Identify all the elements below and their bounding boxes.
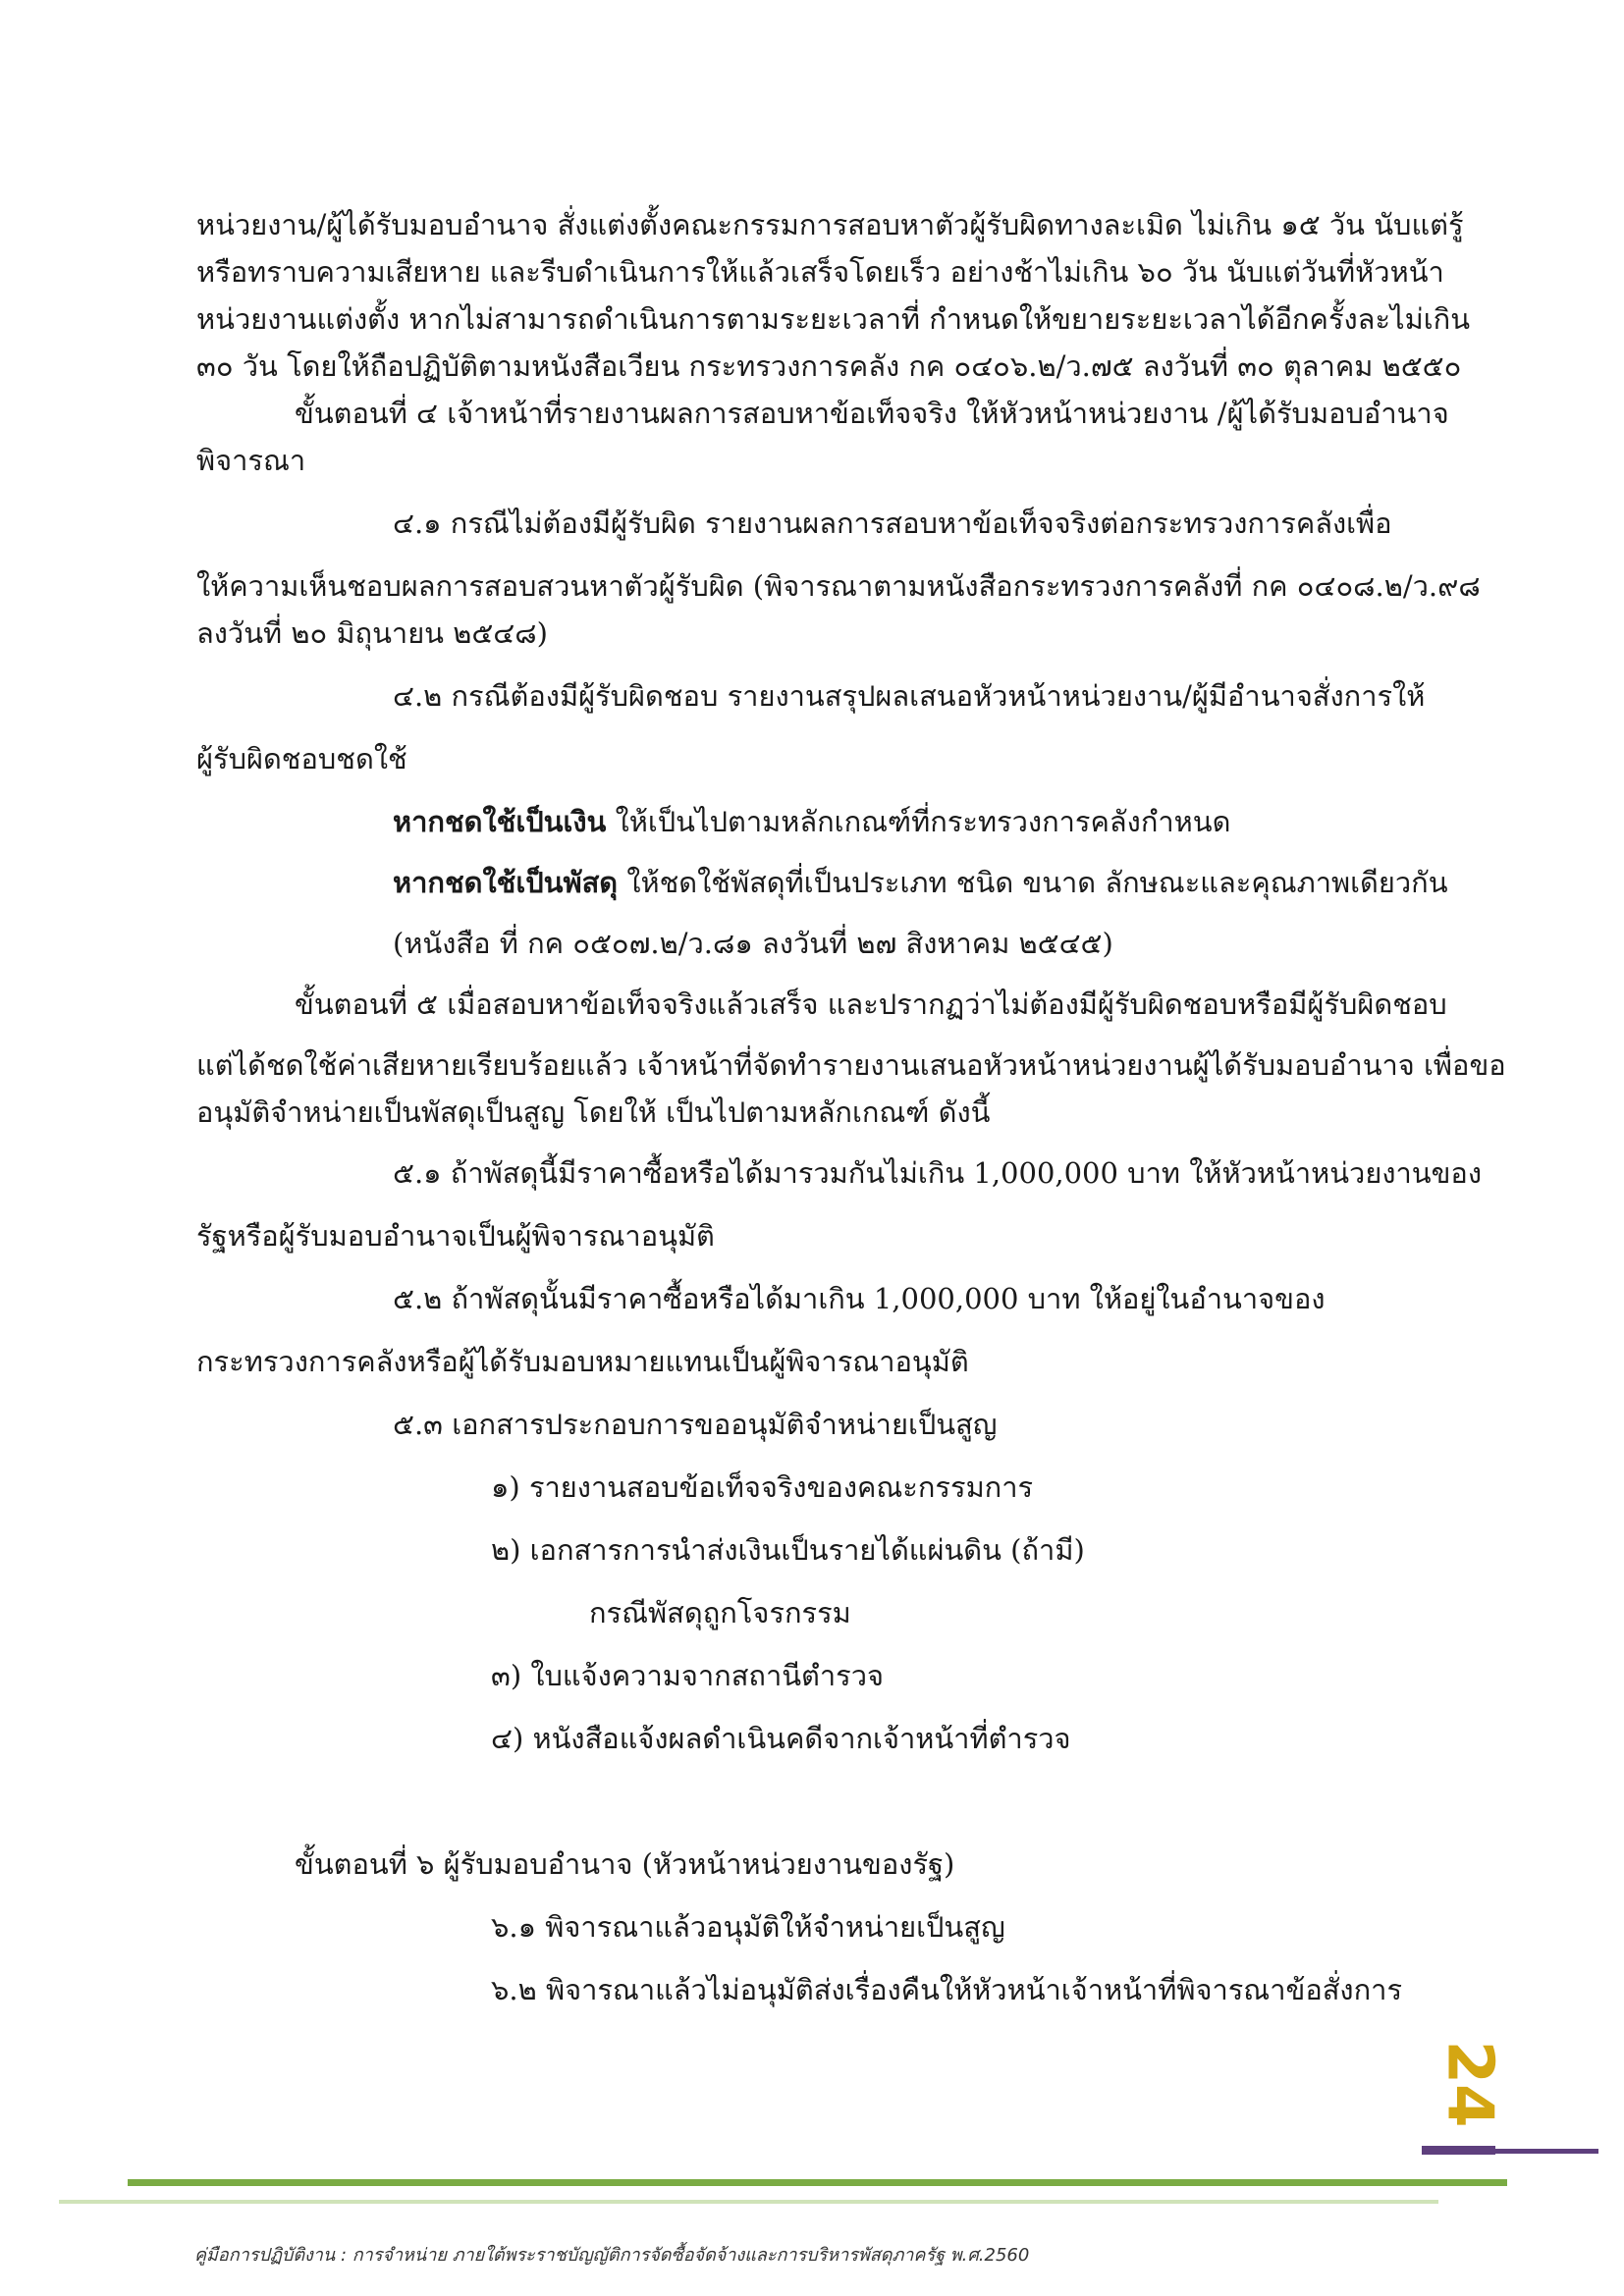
compensation-supply-label: หากชดใช้เป็นพัสดุ	[393, 866, 619, 899]
page-number	[1435, 2030, 1504, 2138]
paragraph-line: หรือทราบความเสียหาย และรีบดำเนินการให้แล้วเสร็จโดยเร็ว อย่างช้าไม่เกิน ๖๐ วัน นับแต่วันที่หัวหน้า	[196, 255, 1444, 289]
document-item: ๒) เอกสารการนำส่งเงินเป็นรายได้แผ่นดิน (ถ้ามี)	[491, 1533, 1085, 1567]
page-number-rule-accent	[1422, 2146, 1495, 2155]
step-5-line3: อนุมัติจำหน่ายเป็นพัสดุเป็นสูญ โดยให้ เป็นไปตามหลักเกณฑ์ ดังนี้	[196, 1095, 991, 1129]
compensation-supply	[196, 859, 1448, 906]
theft-heading: กรณีพัสดุถูกโจรกรรม	[589, 1596, 851, 1629]
footer-rule-light	[59, 2200, 1438, 2204]
item-5-3: ๕.๓ เอกสารประกอบการขออนุมัติจำหน่ายเป็นสูญ	[393, 1408, 998, 1441]
item-4-2-line2: ผู้รับผิดชอบชดใช้	[196, 742, 407, 775]
compensation-cash-label: หากชดใช้เป็นเงิน	[393, 805, 607, 838]
item-4-1-line3: ลงวันที่ ๒๐ มิถุนายน ๒๕๔๘)	[196, 616, 548, 650]
step-4-continued: พิจารณา	[196, 444, 306, 477]
compensation-supply-text: ให้ชดใช้พัสดุที่เป็นประเภท ชนิด ขนาด ลักษณะและคุณภาพเดียวกัน	[618, 866, 1448, 899]
document-item: ๓) ใบแจ้งความจากสถานีตำรวจ	[491, 1659, 885, 1692]
compensation-cash-text: ให้เป็นไปตามหลักเกณฑ์ที่กระทรวงการคลังกำหนด	[606, 805, 1231, 838]
item-5-2-line2: กระทรวงการคลังหรือผู้ได้รับมอบหมายแทนเป็นผู้พิจารณาอนุมัติ	[196, 1345, 969, 1378]
step-5-heading: ขั้นตอนที่ ๕ เมื่อสอบหาข้อเท็จจริงแล้วเสร็จ และปรากฏว่าไม่ต้องมีผู้รับผิดชอบหรือมีผู้รับผิดชอบ	[295, 988, 1447, 1021]
item-6-2: ๖.๒ พิจารณาแล้วไม่อนุมัติส่งเรื่องคืนให้หัวหน้าเจ้าหน้าที่พิจารณาข้อสั่งการ	[491, 1973, 1403, 2006]
document-item: ๔) หนังสือแจ้งผลดำเนินคดีจากเจ้าหน้าที่ตำรวจ	[491, 1722, 1071, 1755]
item-4-2: ๔.๒ กรณีต้องมีผู้รับผิดชอบ รายงานสรุปผลเสนอหัวหน้าหน่วยงาน/ผู้มีอำนาจสั่งการให้	[393, 679, 1426, 713]
compensation-cash	[196, 798, 1424, 845]
footer-text: คู่มือการปฏิบัติงาน : การจำหน่าย ภายใต้พระราชบัญญัติการจัดซื้อจัดจ้างและการบริหารพัสดุภาครัฐ พ.ศ.2560	[194, 2245, 1030, 2266]
document-body	[196, 201, 1506, 2013]
item-4-1-line2: ให้ความเห็นชอบผลการสอบสวนหาตัวผู้รับผิด (พิจารณาตามหนังสือกระทรวงการคลังที่ กค ๐๔๐๘.๒/ว.๙๘	[196, 569, 1481, 603]
reference-letter: (หนังสือ ที่ กค ๐๕๐๗.๒/ว.๘๑ ลงวันที่ ๒๗ สิงหาคม ๒๕๔๕)	[393, 927, 1113, 960]
document-item: ๑) รายงานสอบข้อเท็จจริงของคณะกรรมการ	[491, 1470, 1034, 1504]
paragraph-line: หน่วยงาน/ผู้ได้รับมอบอำนาจ สั่งแต่งตั้งคณะกรรมการสอบหาตัวผู้รับผิดทางละเมิด ไม่เกิน ๑๕ วัน นับแต่รู้	[196, 208, 1464, 241]
step-4-heading: ขั้นตอนที่ ๔ เจ้าหน้าที่รายงานผลการสอบหาข้อเท็จจริง ให้หัวหน้าหน่วยงาน /ผู้ได้รับมอบอำนาจ	[295, 397, 1449, 430]
page-number-text: 24	[1434, 2040, 1506, 2128]
footer-rule	[128, 2179, 1507, 2186]
item-5-2: ๕.๒ ถ้าพัสดุนั้นมีราคาซื้อหรือได้มาเกิน 1,000,000 บาท ให้อยู่ในอำนาจของ	[393, 1282, 1326, 1315]
item-6-1: ๖.๑ พิจารณาแล้วอนุมัติให้จำหน่ายเป็นสูญ	[491, 1910, 1005, 1944]
item-5-1-line2: รัฐหรือผู้รับมอบอำนาจเป็นผู้พิจารณาอนุมัติ	[196, 1219, 715, 1253]
step-6-heading: ขั้นตอนที่ ๖ ผู้รับมอบอำนาจ (หัวหน้าหน่วยงานของรัฐ)	[295, 1847, 955, 1881]
step-5-line2: แต่ได้ชดใช้ค่าเสียหายเรียบร้อยแล้ว เจ้าหน้าที่จัดทำรายงานเสนอหัวหน้าหน่วยงานผู้ได้รับมอบอำนาจ เพื่อขอ	[196, 1048, 1506, 1082]
item-5-1: ๕.๑ ถ้าพัสดุนี้มีราคาซื้อหรือได้มารวมกันไม่เกิน 1,000,000 บาท ให้หัวหน้าหน่วยงานของ	[393, 1156, 1482, 1190]
paragraph-line: ๓๐ วัน โดยให้ถือปฏิบัติตามหนังสือเวียน กระทรวงการคลัง กค ๐๔๐๖.๒/ว.๗๕ ลงวันที่ ๓๐ ตุลาคม ๒๕๕๐	[196, 349, 1462, 383]
item-4-1: ๔.๑ กรณีไม่ต้องมีผู้รับผิด รายงานผลการสอบหาข้อเท็จจริงต่อกระทรวงการคลังเพื่อ	[393, 507, 1392, 540]
paragraph-line: หน่วยงานแต่งตั้ง หากไม่สามารถดำเนินการตามระยะเวลาที่ กำหนดให้ขยายระยะเวลาได้อีกครั้งละไม่เกิน	[196, 302, 1471, 336]
